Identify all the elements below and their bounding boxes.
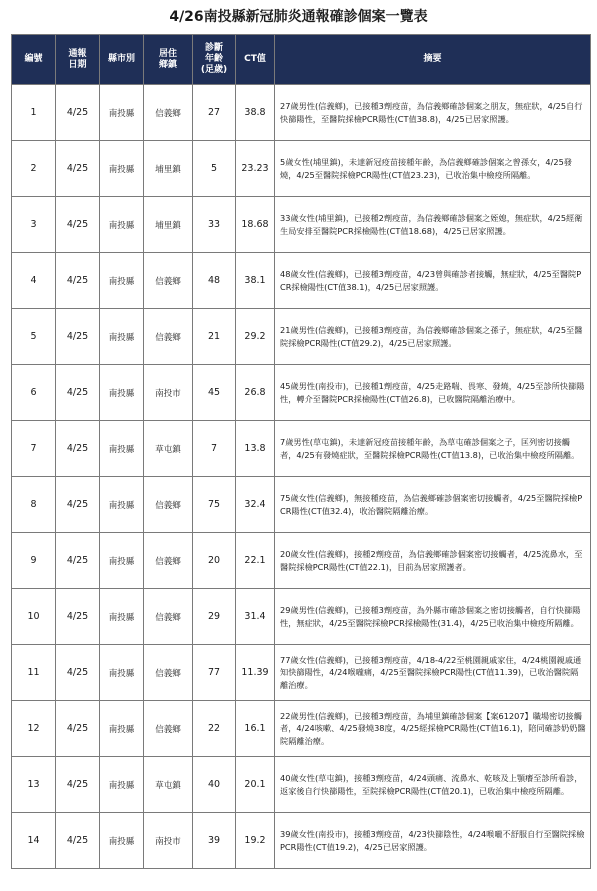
- report-date: 4/25: [56, 477, 100, 533]
- table-row: [12, 701, 591, 757]
- age: 75: [193, 477, 236, 533]
- ct-value: 19.2: [236, 813, 275, 869]
- ct-value: 38.1: [236, 253, 275, 309]
- age: 29: [193, 589, 236, 645]
- case-id: 1: [12, 85, 56, 141]
- township: 信義鄉: [144, 309, 193, 365]
- ct-value: 16.1: [236, 701, 275, 757]
- case-id: 6: [12, 365, 56, 421]
- age: 39: [193, 813, 236, 869]
- case-summary: 39歲女性(南投市)，接種3劑疫苗，4/23快篩陰性，4/24喉嚨不舒服自行至醫院採檢PCR陽性(CT值19.2)，4/25已居家照護。: [275, 813, 591, 869]
- case-summary: 22歲男性(信義鄉)，已接種3劑疫苗，為埔里鎮確診個案【案61207】職場密切接觸者，4/24咳嗽、4/25發燒38度，4/25經採檢PCR陽性(CT值16.1)，陪同確診奶奶醫院隔離治療。: [275, 701, 591, 757]
- header-county: 縣市別: [100, 35, 144, 85]
- township: 埔里鎮: [144, 197, 193, 253]
- report-date: 4/25: [56, 701, 100, 757]
- age: 48: [193, 253, 236, 309]
- township: 信義鄉: [144, 589, 193, 645]
- county: 南投縣: [100, 477, 144, 533]
- table-row: [12, 85, 591, 141]
- ct-value: 22.1: [236, 533, 275, 589]
- report-date: 4/25: [56, 85, 100, 141]
- ct-value: 38.8: [236, 85, 275, 141]
- age: 20: [193, 533, 236, 589]
- header-date: 通報 日期: [56, 35, 100, 85]
- county: 南投縣: [100, 813, 144, 869]
- table-row: [12, 645, 591, 701]
- report-date: 4/25: [56, 645, 100, 701]
- case-summary: 33歲女性(埔里鎮)，已接種2劑疫苗，為信義鄉確診個案之姪媳，無症狀，4/25經衛生局安排至醫院PCR採檢陽性(CT值18.68)，4/25已居家照護。: [275, 197, 591, 253]
- township: 埔里鎮: [144, 141, 193, 197]
- township: 草屯鎮: [144, 757, 193, 813]
- case-id: 5: [12, 309, 56, 365]
- cases-table: [11, 34, 591, 869]
- township: 信義鄉: [144, 645, 193, 701]
- report-date: 4/25: [56, 197, 100, 253]
- case-id: 13: [12, 757, 56, 813]
- township: 信義鄉: [144, 85, 193, 141]
- township: 草屯鎮: [144, 421, 193, 477]
- case-id: 4: [12, 253, 56, 309]
- table-header: [12, 35, 591, 85]
- report-date: 4/25: [56, 813, 100, 869]
- case-summary: 48歲女性(信義鄉)，已接種3劑疫苗，4/23曾與確診者接觸，無症狀，4/25至醫院PCR採檢陽性(CT值38.1)，4/25已居家照護。: [275, 253, 591, 309]
- county: 南投縣: [100, 253, 144, 309]
- table-row: [12, 309, 591, 365]
- ct-value: 31.4: [236, 589, 275, 645]
- ct-value: 23.23: [236, 141, 275, 197]
- header-township: 居住 鄉鎮: [144, 35, 193, 85]
- county: 南投縣: [100, 421, 144, 477]
- case-summary: 29歲男性(信義鄉)，已接種3劑疫苗，為外縣市確診個案之密切接觸者，自行快篩陽性，無症狀，4/25至醫院採檢PCR採檢陽性(31.4)，4/25已收治集中檢疫所隔離。: [275, 589, 591, 645]
- county: 南投縣: [100, 365, 144, 421]
- age: 5: [193, 141, 236, 197]
- county: 南投縣: [100, 141, 144, 197]
- table-row: [12, 365, 591, 421]
- township: 信義鄉: [144, 253, 193, 309]
- age: 21: [193, 309, 236, 365]
- report-date: 4/25: [56, 309, 100, 365]
- table-row: [12, 533, 591, 589]
- report-date: 4/25: [56, 421, 100, 477]
- ct-value: 11.39: [236, 645, 275, 701]
- report-date: 4/25: [56, 365, 100, 421]
- report-date: 4/25: [56, 757, 100, 813]
- ct-value: 32.4: [236, 477, 275, 533]
- county: 南投縣: [100, 701, 144, 757]
- age: 77: [193, 645, 236, 701]
- report-date: 4/25: [56, 589, 100, 645]
- case-id: 14: [12, 813, 56, 869]
- county: 南投縣: [100, 197, 144, 253]
- township: 南投市: [144, 813, 193, 869]
- table-row: [12, 813, 591, 869]
- table-row: [12, 477, 591, 533]
- case-id: 12: [12, 701, 56, 757]
- case-summary: 27歲男性(信義鄉)，已接種3劑疫苗，為信義鄉確診個案之朋友，無症狀，4/25自行快篩陽性，至醫院採檢PCR陽性(CT值38.8)，4/25已居家照護。: [275, 85, 591, 141]
- ct-value: 20.1: [236, 757, 275, 813]
- age: 40: [193, 757, 236, 813]
- table-row: [12, 757, 591, 813]
- page-title: 4/26南投縣新冠肺炎通報確診個案一覽表: [169, 9, 428, 25]
- township: 南投市: [144, 365, 193, 421]
- case-summary: 40歲女性(草屯鎮)，接種3劑疫苗，4/24頭痛、流鼻水、乾咳及上顎癢至診所看診，返家後自行快篩陽性，至院採檢PCR陽性(CT值20.1)，已收治集中檢疫所隔離。: [275, 757, 591, 813]
- table-row: [12, 141, 591, 197]
- case-summary: 77歲女性(信義鄉)，已接種3劑疫苗，4/18-4/22至桃園親戚家住，4/24桃園親戚通知快篩陽性，4/24喉嚨痛，4/25至醫院採檢PCR陽性(CT值11.39)，已收治醫院隔離治療。: [275, 645, 591, 701]
- age: 7: [193, 421, 236, 477]
- case-id: 8: [12, 477, 56, 533]
- case-id: 9: [12, 533, 56, 589]
- age: 45: [193, 365, 236, 421]
- ct-value: 18.68: [236, 197, 275, 253]
- report-date: 4/25: [56, 141, 100, 197]
- header-age: 診斷 年齡 (足歲): [193, 35, 236, 85]
- report-date: 4/25: [56, 253, 100, 309]
- age: 33: [193, 197, 236, 253]
- age: 22: [193, 701, 236, 757]
- case-id: 7: [12, 421, 56, 477]
- header-id: 編號: [12, 35, 56, 85]
- table-body: [12, 85, 591, 869]
- township: 信義鄉: [144, 701, 193, 757]
- case-id: 2: [12, 141, 56, 197]
- county: 南投縣: [100, 589, 144, 645]
- header-ct: CT值: [236, 35, 275, 85]
- report-date: 4/25: [56, 533, 100, 589]
- case-summary: 5歲女性(埔里鎮)，未達新冠疫苗接種年齡，為信義鄉確診個案之曾孫女，4/25發燒，4/25至醫院採檢PCR陽性(CT值23.23)，已收治集中檢疫所隔離。: [275, 141, 591, 197]
- county: 南投縣: [100, 533, 144, 589]
- table-row: [12, 197, 591, 253]
- case-id: 3: [12, 197, 56, 253]
- county: 南投縣: [100, 85, 144, 141]
- county: 南投縣: [100, 645, 144, 701]
- table-row: [12, 589, 591, 645]
- ct-value: 26.8: [236, 365, 275, 421]
- case-id: 11: [12, 645, 56, 701]
- case-summary: 7歲男性(草屯鎮)，未達新冠疫苗接種年齡，為草屯確診個案之子，匡列密切接觸者，4/25有發燒症狀，至醫院採檢PCR陽性(CT值13.8)，已收治集中檢疫所隔離。: [275, 421, 591, 477]
- case-id: 10: [12, 589, 56, 645]
- county: 南投縣: [100, 309, 144, 365]
- township: 信義鄉: [144, 477, 193, 533]
- ct-value: 29.2: [236, 309, 275, 365]
- case-summary: 45歲男性(南投市)，已接種1劑疫苗，4/25走路喘、畏寒、發燒，4/25至診所快篩陽性，轉介至醫院PCR採檢陽性(CT值26.8)，已收醫院隔離治療中。: [275, 365, 591, 421]
- case-summary: 21歲男性(信義鄉)，已接種3劑疫苗，為信義鄉確診個案之孫子，無症狀，4/25至醫院採檢PCR陽性(CT值29.2)，4/25已居家照護。: [275, 309, 591, 365]
- county: 南投縣: [100, 757, 144, 813]
- case-summary: 20歲女性(信義鄉)，接種2劑疫苗，為信義鄉確診個案密切接觸者，4/25流鼻水，至醫院採檢PCR陽性(CT值22.1)，目前為居家照護者。: [275, 533, 591, 589]
- township: 信義鄉: [144, 533, 193, 589]
- table-row: [12, 253, 591, 309]
- age: 27: [193, 85, 236, 141]
- header-summary: 摘要: [275, 35, 591, 85]
- case-summary: 75歲女性(信義鄉)，無接種疫苗，為信義鄉確診個案密切接觸者，4/25至醫院採檢PCR陽性(CT值32.4)，收治醫院隔離治療。: [275, 477, 591, 533]
- ct-value: 13.8: [236, 421, 275, 477]
- table-row: [12, 421, 591, 477]
